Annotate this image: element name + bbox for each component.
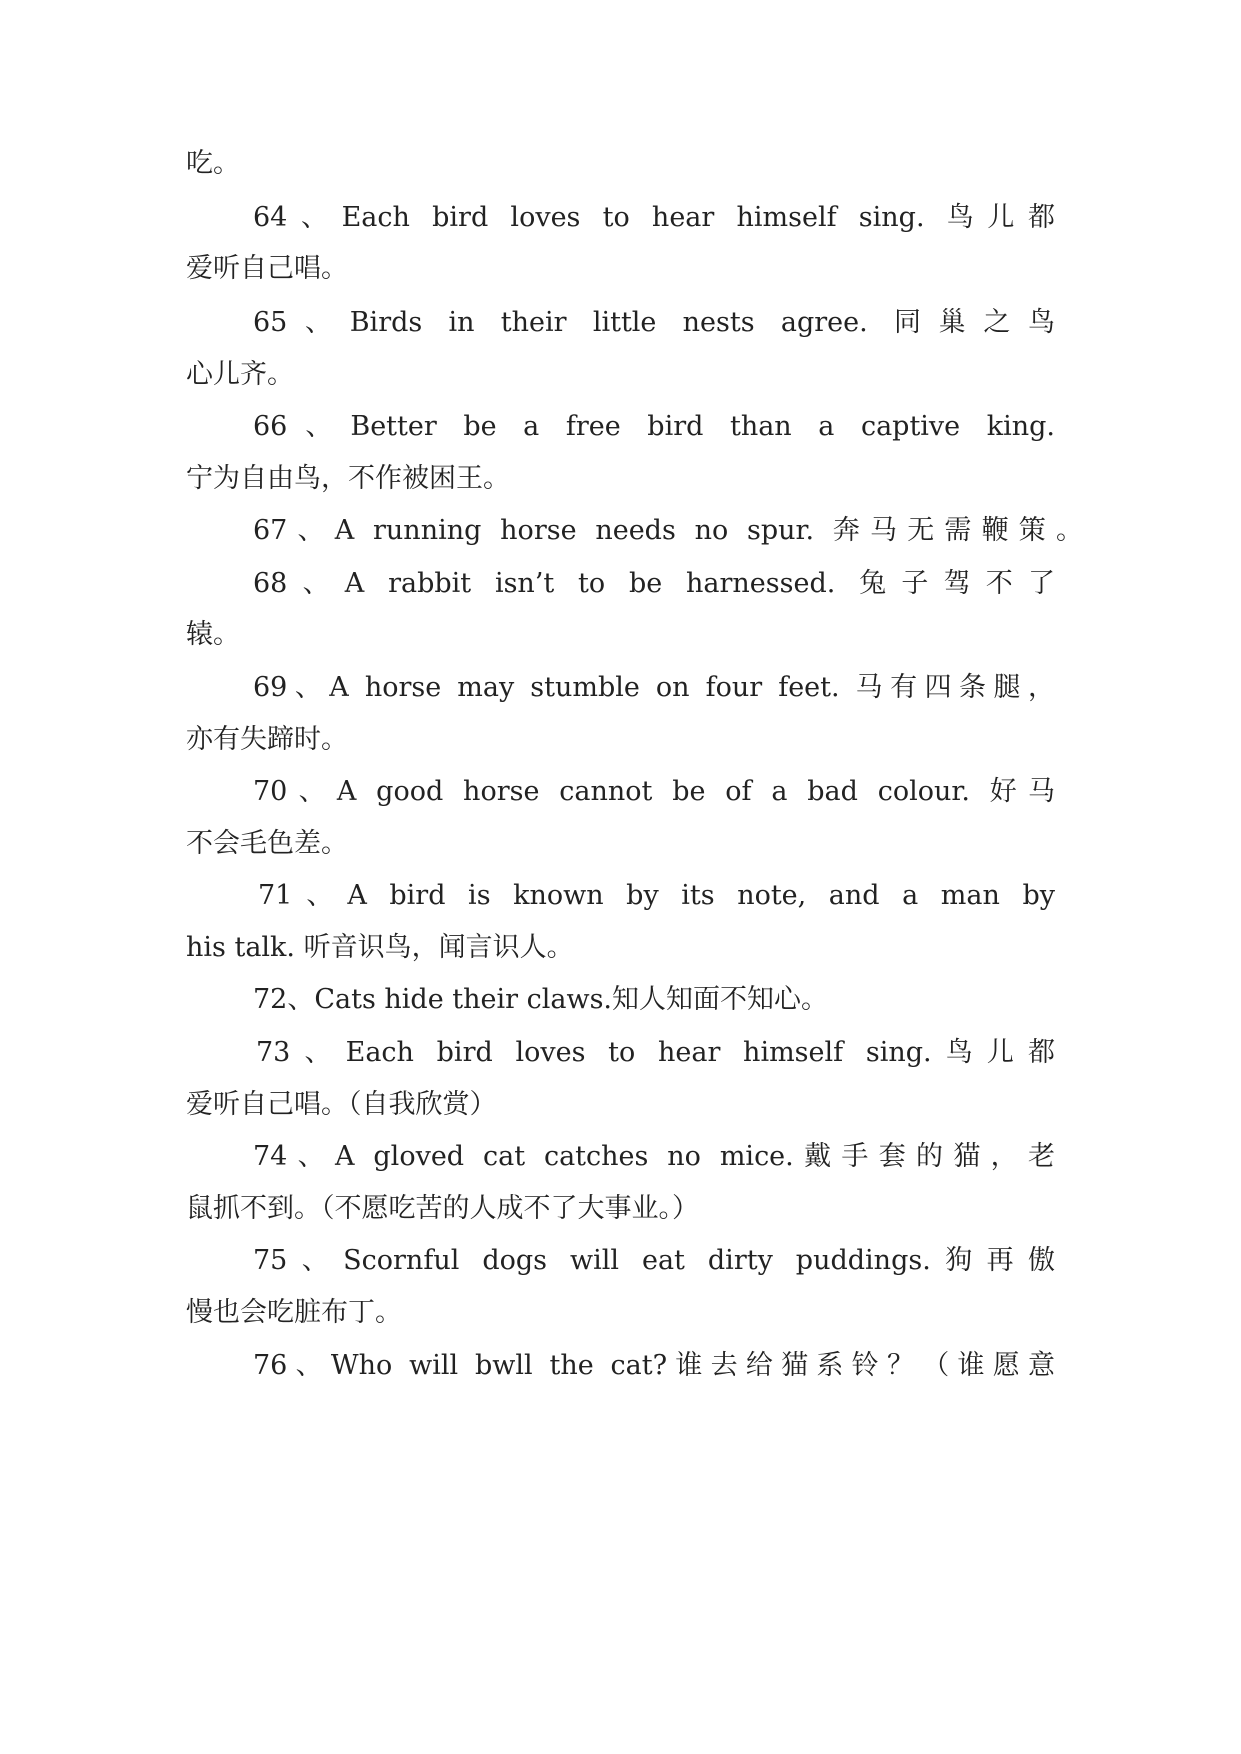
- proverb-71-line-1: 71、A bird is known by its note, and a man by: [258, 880, 1055, 911]
- proverb-66-line-2: 宁为自由鸟，不作被困王。: [186, 463, 510, 494]
- proverb-76-line-1: 76、Who will bwll the cat?谁去给猫系铃？（谁愿意: [253, 1350, 1055, 1381]
- proverb-64-line-1: 64、Each bird loves to hear himself sing. 鸟儿都: [253, 202, 1055, 233]
- proverb-68-line-1: 68、A rabbit isn’t to be harnessed. 兔子驾不了: [253, 568, 1055, 599]
- proverb-74-line-2: 鼠抓不到。（不愿吃苦的人成不了大事业。）: [186, 1193, 699, 1224]
- proverb-70-line-2: 不会毛色差。: [186, 828, 348, 859]
- proverb-70-line-1: 70、A good horse cannot be of a bad colour. 好马: [253, 776, 1055, 807]
- proverb-68-line-2: 辕。: [186, 619, 240, 650]
- proverb-75-line-1: 75、Scornful dogs will eat dirty puddings.狗再傲: [253, 1245, 1055, 1276]
- proverb-74-line-1: 74、A gloved cat catches no mice.戴手套的猫，老: [253, 1141, 1055, 1172]
- proverb-71-line-2: his talk. 听音识鸟，闻言识人。: [186, 932, 574, 963]
- proverb-72-line-1: 72、Cats hide their claws.知人知面不知心。: [253, 984, 829, 1015]
- text-line: 吃。: [186, 148, 240, 179]
- proverb-69-line-1: 69、A horse may stumble on four feet. 马有四条腿，: [253, 672, 1055, 703]
- proverb-69-line-2: 亦有失蹄时。: [186, 724, 348, 755]
- proverb-65-line-2: 心儿齐。: [186, 359, 294, 390]
- proverb-67-line-1: 67、A running horse needs no spur. 奔马无需鞭策。: [253, 515, 1083, 546]
- proverb-65-line-1: 65、Birds in their little nests agree. 同巢之鸟: [253, 307, 1055, 338]
- proverb-73-line-2: 爱听自己唱。（自我欣赏）: [186, 1089, 497, 1120]
- proverb-64-line-2: 爱听自己唱。: [186, 253, 348, 284]
- proverb-66-line-1: 66、Better be a free bird than a captive king.: [253, 411, 1055, 442]
- proverb-75-line-2: 慢也会吃脏布丁。: [186, 1297, 402, 1328]
- proverb-73-line-1: 73、Each bird loves to hear himself sing.鸟儿都: [256, 1037, 1055, 1068]
